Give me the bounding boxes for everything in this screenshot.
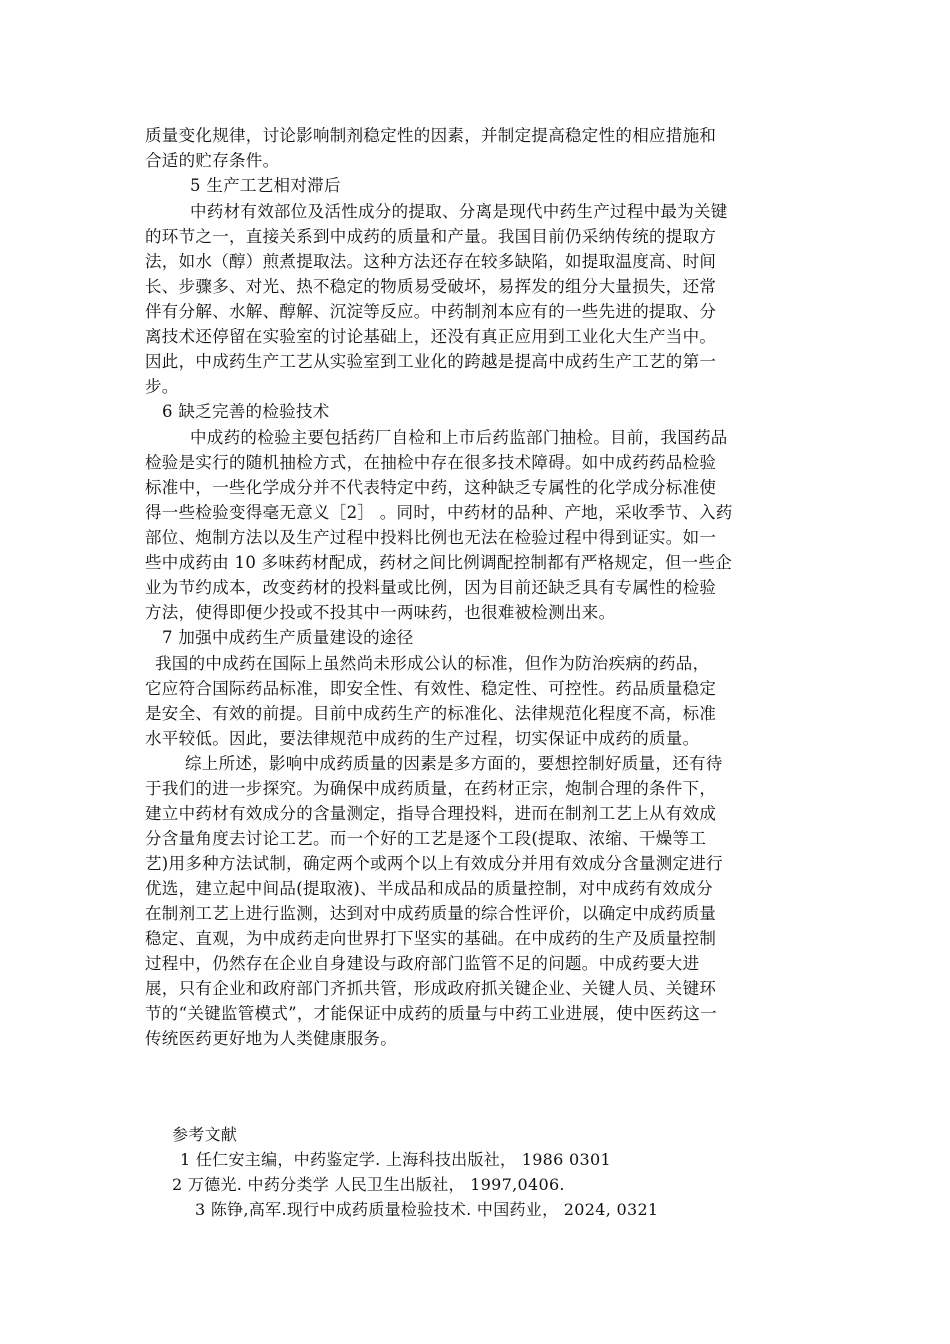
body-text-line: 节的“关键监管模式”，才能保证中成药的质量与中药工业进展，使中医药这一 — [145, 1004, 717, 1023]
body-text-line: 稳定、直观，为中成药走向世界打下坚实的基础。在中成药的生产及质量控制 — [145, 929, 717, 948]
body-text-line: 方法，使得即便少投或不投其中一两味药，也很难被检测出来。 — [145, 603, 616, 622]
body-text-line: 的环节之一，直接关系到中成药的质量和产量。我国目前仍采纳传统的提取方 — [145, 227, 717, 246]
body-text-line: 业为节约成本，改变药材的投料量或比例，因为目前还缺乏具有专属性的检验 — [145, 578, 717, 597]
body-text-line: 法，如水（醇）煎煮提取法。这种方法还存在较多缺陷，如提取温度高、时间 — [145, 252, 717, 271]
body-text-line: 部位、炮制方法以及生产过程中投料比例也无法在检验过程中得到证实。如一 — [145, 528, 717, 547]
body-text-line: 于我们的进一步探究。为确保中成药质量，在药材正宗，炮制合理的条件下， — [145, 779, 717, 798]
body-text-line: 伴有分解、水解、醇解、沉淀等反应。中药制剂本应有的一些先进的提取、分 — [145, 302, 717, 321]
body-text-line: 长、步骤多、对光、热不稳定的物质易受破坏，易挥发的组分大量损失，还常 — [145, 277, 717, 296]
body-text-line: 它应符合国际药品标准，即安全性、有效性、稳定性、可控性。药品质量稳定 — [145, 679, 717, 698]
body-text-line: 中成药的检验主要包括药厂自检和上市后药监部门抽检。目前，我国药品 — [190, 428, 728, 447]
body-text-line: 些中成药由 10 多味药材配成，药材之间比例调配控制都有严格规定，但一些企 — [145, 553, 733, 572]
body-text-line: 中药材有效部位及活性成分的提取、分离是现代中药生产过程中最为关键 — [190, 202, 728, 221]
body-text-line: 艺)用多种方法试制，确定两个或两个以上有效成分并用有效成分含量测定进行 — [145, 854, 723, 873]
reference-item: 3 陈铮,高军.现行中成药质量检验技术. 中国药业， 2024, 0321 — [195, 1200, 659, 1219]
body-text-line: 优选，建立起中间品(提取液)、半成品和成品的质量控制，对中成药有效成分 — [145, 879, 713, 898]
references-heading: 参考文献 — [172, 1125, 238, 1144]
body-text-line: 过程中，仍然存在企业自身建设与政府部门监管不足的问题。中成药要大进 — [145, 954, 700, 973]
body-text-line: 标准中，一些化学成分并不代表特定中药，这种缺乏专属性的化学成分标准使 — [145, 478, 717, 497]
body-text-line: 传统医药更好地为人类健康服务。 — [145, 1029, 397, 1048]
body-text-line: 合适的贮存条件。 — [145, 151, 280, 170]
section-heading: 6 缺乏完善的检验技术 — [162, 402, 330, 421]
body-text-line: 质量变化规律，讨论影响制剂稳定性的因素，并制定提高稳定性的相应措施和 — [145, 126, 717, 145]
reference-item: 1 任仁安主编，中药鉴定学. 上海科技出版社， 1986 0301 — [180, 1150, 611, 1169]
body-text-line: 步。 — [145, 377, 179, 396]
body-text-line: 检验是实行的随机抽检方式，在抽检中存在很多技术障碍。如中成药药品检验 — [145, 453, 717, 472]
body-text-line: 是安全、有效的前提。目前中成药生产的标准化、法律规范化程度不高，标准 — [145, 704, 717, 723]
body-text-line: 离技术还停留在实验室的讨论基础上，还没有真正应用到工业化大生产当中。 — [145, 327, 717, 346]
body-text-line: 水平较低。因此，要法律规范中成药的生产过程，切实保证中成药的质量。 — [145, 729, 700, 748]
body-text-line: 在制剂工艺上进行监测，达到对中成药质量的综合性评价，以确定中成药质量 — [145, 904, 717, 923]
body-text-line: 我国的中成药在国际上虽然尚未形成公认的标准，但作为防治疾病的药品， — [155, 654, 710, 673]
body-text-line: 得一些检验变得毫无意义［2］ 。同时，中药材的品种、产地，采收季节、入药 — [145, 503, 733, 522]
section-heading: 5 生产工艺相对滞后 — [190, 176, 341, 195]
body-text-line: 分含量角度去讨论工艺。而一个好的工艺是逐个工段(提取、浓缩、干燥等工 — [145, 829, 707, 848]
body-text-line: 建立中药材有效成分的含量测定，指导合理投料，进而在制剂工艺上从有效成 — [145, 804, 717, 823]
section-heading: 7 加强中成药生产质量建设的途径 — [162, 628, 414, 647]
body-text-line: 因此，中成药生产工艺从实验室到工业化的跨越是提高中成药生产工艺的第一 — [145, 352, 717, 371]
body-text-line: 综上所述，影响中成药质量的因素是多方面的，要想控制好质量，还有待 — [185, 754, 723, 773]
reference-item: 2 万德光. 中药分类学 人民卫生出版社， 1997,0406. — [172, 1175, 565, 1194]
body-text-line: 展，只有企业和政府部门齐抓共管，形成政府抓关键企业、关键人员、关键环 — [145, 979, 717, 998]
